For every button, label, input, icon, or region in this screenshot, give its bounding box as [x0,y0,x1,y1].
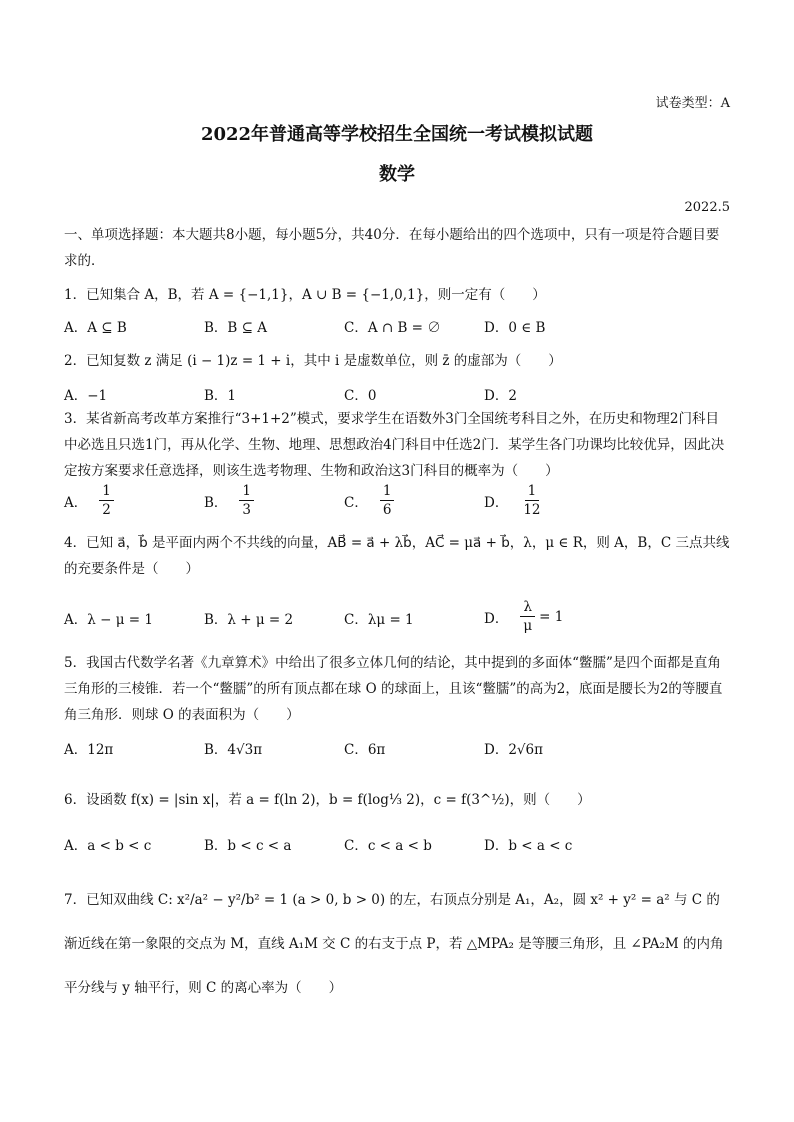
option-c[interactable]: C．λμ = 1 [344,612,414,628]
option-c[interactable]: C．c < a < b [344,838,432,854]
option-c[interactable] [344,482,394,519]
option-a[interactable] [64,482,114,519]
option-label: D． [484,610,509,627]
option-b[interactable]: B．λ + μ = 2 [204,612,294,628]
fraction [239,482,254,519]
denominator: 2 [102,502,111,518]
question-6-options [64,834,730,860]
fraction [99,482,114,519]
question-4-options [64,598,730,638]
option-d[interactable] [484,482,544,519]
numerator: 1 [380,482,395,501]
section-instructions: 一、单项选择题：本大题共8小题，每小题5分，共40分．在每小题给出的四个选项中，只有一项是符合题目要求的． [64,227,720,269]
question-5-options [64,738,730,764]
fraction [380,482,395,519]
denominator: 6 [382,502,392,518]
denominator: μ [523,618,533,634]
option-tail: = 1 [539,608,564,625]
option-d[interactable] [484,598,563,635]
question-3-stem: 3．某省新高考改革方案推行“3+1+2”模式，要求学生在语数外3门全国统考科目之外，在历史和物理2门科目中必选且只选1门，再从化学、生物、地理、思想政治4门科目中任选2门．某学生各门功课均比较优异，因此决定按方案要求任意选择，则该生选考物理、生物和政治这3门科目的概率为（ ） [64,411,725,479]
exam-date: 2022.5 [684,200,730,215]
option-a[interactable]: A．12π [64,742,114,758]
option-d[interactable]: D．2√6π [484,742,543,758]
fraction [520,598,535,635]
exam-title: 2022年普通高等学校招生全国统一考试模拟试题 [200,124,594,145]
question-5-stem: 5．我国古代数学名著《九章算术》中给出了很多立体几何的结论，其中提到的多面体“鳖臑”是四个面都是直角三角形的三棱锥．若一个“鳖臑”的所有顶点都在球 O 的球面上，且该“鳖臑”的高为2，底面是腰长为2的等腰直角三角形．则球 O 的表面积为（ ） [64,655,723,723]
option-d[interactable]: D．b < a < c [484,838,573,854]
option-a[interactable]: A．λ − μ = 1 [64,612,153,628]
numerator: 1 [239,482,254,501]
question-2-stem: 2．已知复数 z 满足 (i − 1)z = 1 + i，其中 i 是虚数单位，则 z̄ 的虚部为（ ） [64,353,562,369]
option-b[interactable] [204,482,254,519]
option-c[interactable]: C．6π [344,742,386,758]
option-b[interactable]: B．b < c < a [204,838,292,854]
option-d[interactable]: D．2 [484,388,517,404]
option-d[interactable]: D．0 ∈ B [484,320,546,336]
option-c[interactable]: C．A ∩ B = ∅ [344,320,441,336]
option-label: C． [344,494,368,511]
option-label: A． [64,494,88,511]
question-1-options [64,316,730,342]
option-a[interactable]: A．a < b < c [64,838,152,854]
question-4-stem: 4．已知 a⃗，b⃗ 是平面内两个不共线的向量，AB⃗ = a⃗ + λb⃗，AC⃗ = μa⃗ + b⃗，λ，μ ∈ R，则 A，B，C 三点共线的充要条件是（ ） [64,535,730,577]
numerator: 1 [525,482,540,501]
option-a[interactable]: A．−1 [64,388,108,404]
numerator: λ [520,598,535,617]
question-6-stem: 6．设函数 f(x) = |sin x|，若 a = f(ln 2)，b = f(log⅓ 2)，c = f(3^½)，则（ ） [64,792,591,808]
question-1-stem: 1．已知集合 A，B，若 A = {−1,1}，A ∪ B = {−1,0,1}，则一定有（ ） [64,287,546,303]
option-label: D． [484,494,509,511]
option-c[interactable]: C．0 [344,388,377,404]
fraction [520,482,543,519]
question-3-options [64,482,730,522]
denominator: 3 [242,502,252,518]
exam-type-label: 试卷类型：A [655,96,730,111]
option-b[interactable]: B．1 [204,388,237,404]
exam-subject: 数学 [379,164,415,185]
option-b[interactable]: B．B ⊆ A [204,320,267,336]
denominator: 12 [523,502,541,518]
question-7-stem: 7．已知双曲线 C: x²/a² − y²/b² = 1 (a > 0, b > 0) 的左，右顶点分别是 A₁，A₂，圆 x² + y² = a² 与 C 的渐近线在第一象限的交点为 M，直线 A₁M 交 C 的右支于点 P，若 △MPA₂ 是等腰三角形，且 ∠PA₂M 的内角平分线与 y 轴平行，则 C 的离心率为（ ） [64,892,724,996]
option-label: B． [204,494,228,511]
option-b[interactable]: B．4√3π [204,742,263,758]
numerator: 1 [99,482,114,501]
option-a[interactable]: A．A ⊆ B [64,320,127,336]
